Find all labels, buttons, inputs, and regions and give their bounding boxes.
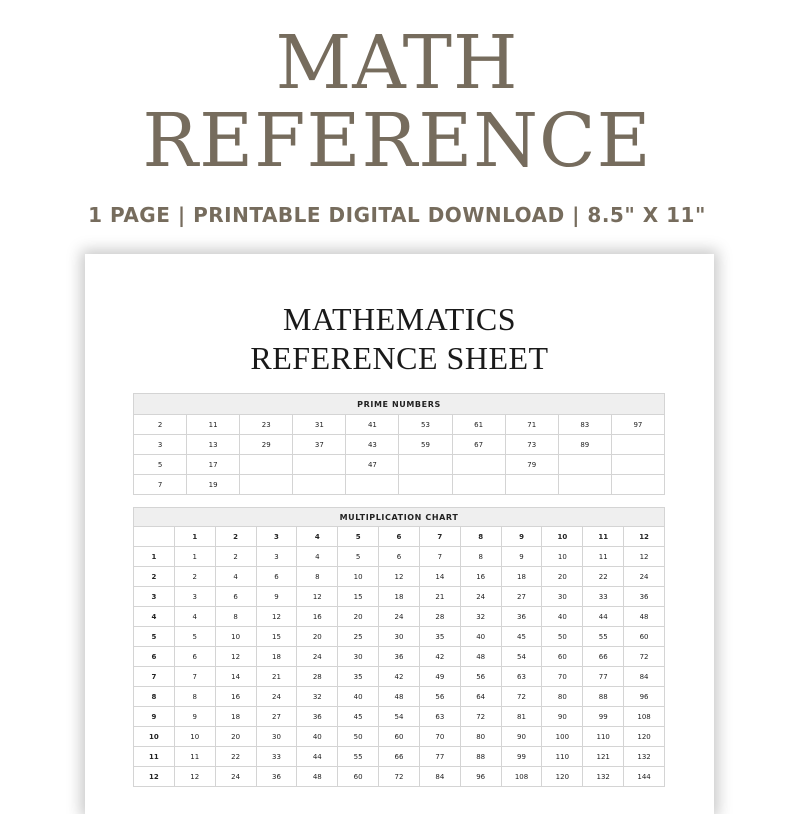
multiplication-cell: 132 xyxy=(583,767,624,787)
multiplication-cell: 14 xyxy=(215,667,256,687)
multiplication-cell: 60 xyxy=(624,627,665,647)
multiplication-cell: 30 xyxy=(379,627,420,647)
multiplication-cell: 40 xyxy=(338,687,379,707)
multiplication-cell: 22 xyxy=(215,747,256,767)
multiplication-cell: 16 xyxy=(215,687,256,707)
prime-cell xyxy=(505,475,558,495)
prime-cell xyxy=(293,455,346,475)
multiplication-cell: 20 xyxy=(215,727,256,747)
multiplication-cell: 66 xyxy=(583,647,624,667)
multiplication-cell: 72 xyxy=(379,767,420,787)
multiplication-cell: 88 xyxy=(583,687,624,707)
multiplication-chart-body xyxy=(134,547,665,787)
multiplication-cell: 24 xyxy=(297,647,338,667)
multiplication-cell: 81 xyxy=(501,707,542,727)
prime-cell xyxy=(399,475,452,495)
multiplication-cell: 45 xyxy=(338,707,379,727)
multiplication-cell: 60 xyxy=(379,727,420,747)
multiplication-row-header: 7 xyxy=(134,667,175,687)
multiplication-cell: 18 xyxy=(501,567,542,587)
multiplication-cell: 12 xyxy=(624,547,665,567)
multiplication-cell: 54 xyxy=(379,707,420,727)
multiplication-row xyxy=(134,727,665,747)
multiplication-cell: 10 xyxy=(542,547,583,567)
prime-cell: 53 xyxy=(399,415,452,435)
multiplication-cell: 18 xyxy=(379,587,420,607)
multiplication-cell: 30 xyxy=(338,647,379,667)
prime-cell: 13 xyxy=(187,435,240,455)
multiplication-row xyxy=(134,607,665,627)
multiplication-column-header: 9 xyxy=(501,527,542,547)
multiplication-cell: 12 xyxy=(256,607,297,627)
prime-numbers-header: PRIME NUMBERS xyxy=(134,394,665,415)
multiplication-cell: 24 xyxy=(215,767,256,787)
multiplication-row xyxy=(134,567,665,587)
multiplication-row-header: 9 xyxy=(134,707,175,727)
prime-numbers-body xyxy=(134,415,665,495)
multiplication-cell: 4 xyxy=(215,567,256,587)
multiplication-cell: 3 xyxy=(174,587,215,607)
multiplication-cell: 30 xyxy=(256,727,297,747)
multiplication-cell: 12 xyxy=(215,647,256,667)
hero-title-line1: MATH xyxy=(275,20,519,106)
prime-cell: 2 xyxy=(134,415,187,435)
multiplication-cell: 24 xyxy=(624,567,665,587)
multiplication-cell: 5 xyxy=(338,547,379,567)
prime-cell: 5 xyxy=(134,455,187,475)
multiplication-row xyxy=(134,627,665,647)
multiplication-cell: 42 xyxy=(419,647,460,667)
multiplication-cell: 6 xyxy=(174,647,215,667)
multiplication-cell: 80 xyxy=(460,727,501,747)
multiplication-cell: 4 xyxy=(174,607,215,627)
multiplication-cell: 11 xyxy=(174,747,215,767)
multiplication-cell: 24 xyxy=(460,587,501,607)
prime-cell: 31 xyxy=(293,415,346,435)
multiplication-cell: 50 xyxy=(338,727,379,747)
prime-cell xyxy=(399,455,452,475)
multiplication-cell: 72 xyxy=(501,687,542,707)
multiplication-cell: 96 xyxy=(460,767,501,787)
multiplication-chart-table xyxy=(133,507,665,787)
multiplication-cell: 48 xyxy=(379,687,420,707)
multiplication-cell: 10 xyxy=(174,727,215,747)
multiplication-cell: 120 xyxy=(624,727,665,747)
multiplication-cell: 2 xyxy=(174,567,215,587)
multiplication-cell: 132 xyxy=(624,747,665,767)
multiplication-cell: 36 xyxy=(624,587,665,607)
multiplication-row xyxy=(134,707,665,727)
prime-cell: 47 xyxy=(346,455,399,475)
multiplication-cell: 24 xyxy=(256,687,297,707)
prime-cell: 97 xyxy=(611,415,664,435)
multiplication-row-header: 12 xyxy=(134,767,175,787)
multiplication-cell: 108 xyxy=(624,707,665,727)
multiplication-cell: 1 xyxy=(174,547,215,567)
prime-cell xyxy=(611,455,664,475)
prime-row xyxy=(134,475,665,495)
prime-cell xyxy=(240,455,293,475)
multiplication-cell: 77 xyxy=(419,747,460,767)
prime-cell xyxy=(611,475,664,495)
multiplication-cell: 121 xyxy=(583,747,624,767)
multiplication-column-header: 6 xyxy=(379,527,420,547)
multiplication-cell: 33 xyxy=(583,587,624,607)
multiplication-column-header-row xyxy=(134,527,665,547)
multiplication-cell: 3 xyxy=(256,547,297,567)
multiplication-cell: 36 xyxy=(297,707,338,727)
multiplication-cell: 36 xyxy=(501,607,542,627)
multiplication-row xyxy=(134,747,665,767)
prime-cell xyxy=(558,455,611,475)
multiplication-cell: 21 xyxy=(256,667,297,687)
multiplication-cell: 9 xyxy=(174,707,215,727)
multiplication-row-header: 1 xyxy=(134,547,175,567)
prime-cell: 3 xyxy=(134,435,187,455)
multiplication-cell: 110 xyxy=(583,727,624,747)
multiplication-row-header: 3 xyxy=(134,587,175,607)
prime-row xyxy=(134,455,665,475)
multiplication-cell: 40 xyxy=(542,607,583,627)
multiplication-cell: 72 xyxy=(460,707,501,727)
multiplication-cell: 16 xyxy=(460,567,501,587)
multiplication-row xyxy=(134,667,665,687)
prime-cell: 7 xyxy=(134,475,187,495)
multiplication-cell: 5 xyxy=(174,627,215,647)
multiplication-cell: 15 xyxy=(338,587,379,607)
prime-cell: 79 xyxy=(505,455,558,475)
multiplication-cell: 10 xyxy=(338,567,379,587)
multiplication-cell: 66 xyxy=(379,747,420,767)
multiplication-chart-header: MULTIPLICATION CHART xyxy=(134,508,665,527)
prime-cell: 29 xyxy=(240,435,293,455)
prime-cell xyxy=(293,475,346,495)
multiplication-cell: 11 xyxy=(583,547,624,567)
multiplication-cell: 9 xyxy=(501,547,542,567)
multiplication-cell: 120 xyxy=(542,767,583,787)
multiplication-column-header: 12 xyxy=(624,527,665,547)
multiplication-cell: 56 xyxy=(460,667,501,687)
multiplication-cell: 64 xyxy=(460,687,501,707)
multiplication-cell: 25 xyxy=(338,627,379,647)
multiplication-row xyxy=(134,547,665,567)
multiplication-cell: 60 xyxy=(338,767,379,787)
multiplication-column-header: 5 xyxy=(338,527,379,547)
multiplication-row-header: 2 xyxy=(134,567,175,587)
prime-cell: 43 xyxy=(346,435,399,455)
prime-cell: 67 xyxy=(452,435,505,455)
multiplication-row xyxy=(134,767,665,787)
multiplication-column-header: 10 xyxy=(542,527,583,547)
multiplication-row-header: 5 xyxy=(134,627,175,647)
multiplication-cell: 70 xyxy=(419,727,460,747)
multiplication-cell: 35 xyxy=(419,627,460,647)
multiplication-column-header xyxy=(134,527,175,547)
multiplication-cell: 20 xyxy=(297,627,338,647)
multiplication-cell: 12 xyxy=(297,587,338,607)
prime-cell: 19 xyxy=(187,475,240,495)
reference-sheet-preview xyxy=(85,254,714,814)
prime-cell xyxy=(452,475,505,495)
multiplication-cell: 35 xyxy=(338,667,379,687)
multiplication-cell: 56 xyxy=(419,687,460,707)
multiplication-cell: 27 xyxy=(256,707,297,727)
multiplication-cell: 44 xyxy=(297,747,338,767)
multiplication-cell: 48 xyxy=(297,767,338,787)
prime-cell xyxy=(452,455,505,475)
multiplication-cell: 8 xyxy=(215,607,256,627)
multiplication-cell: 40 xyxy=(297,727,338,747)
multiplication-column-header: 2 xyxy=(215,527,256,547)
multiplication-cell: 36 xyxy=(379,647,420,667)
multiplication-cell: 63 xyxy=(419,707,460,727)
multiplication-cell: 22 xyxy=(583,567,624,587)
prime-cell xyxy=(240,475,293,495)
multiplication-cell: 49 xyxy=(419,667,460,687)
multiplication-cell: 110 xyxy=(542,747,583,767)
multiplication-cell: 18 xyxy=(215,707,256,727)
multiplication-cell: 7 xyxy=(174,667,215,687)
multiplication-cell: 84 xyxy=(624,667,665,687)
multiplication-cell: 6 xyxy=(379,547,420,567)
multiplication-cell: 36 xyxy=(256,767,297,787)
multiplication-column-header: 7 xyxy=(419,527,460,547)
multiplication-cell: 44 xyxy=(583,607,624,627)
multiplication-cell: 28 xyxy=(419,607,460,627)
multiplication-column-header: 8 xyxy=(460,527,501,547)
multiplication-cell: 99 xyxy=(583,707,624,727)
multiplication-cell: 18 xyxy=(256,647,297,667)
multiplication-cell: 15 xyxy=(256,627,297,647)
multiplication-row xyxy=(134,687,665,707)
multiplication-cell: 88 xyxy=(460,747,501,767)
multiplication-cell: 14 xyxy=(419,567,460,587)
hero-subtitle: 1 PAGE | PRINTABLE DIGITAL DOWNLOAD | 8.5" X 11" xyxy=(88,203,706,227)
multiplication-cell: 8 xyxy=(174,687,215,707)
multiplication-cell: 54 xyxy=(501,647,542,667)
multiplication-cell: 16 xyxy=(297,607,338,627)
multiplication-row-header: 10 xyxy=(134,727,175,747)
prime-cell: 73 xyxy=(505,435,558,455)
prime-row xyxy=(134,435,665,455)
multiplication-column-header: 11 xyxy=(583,527,624,547)
multiplication-cell: 80 xyxy=(542,687,583,707)
multiplication-cell: 90 xyxy=(542,707,583,727)
multiplication-cell: 7 xyxy=(419,547,460,567)
multiplication-row-header: 11 xyxy=(134,747,175,767)
prime-numbers-table xyxy=(133,393,665,495)
multiplication-cell: 32 xyxy=(460,607,501,627)
multiplication-cell: 9 xyxy=(256,587,297,607)
multiplication-cell: 99 xyxy=(501,747,542,767)
prime-cell: 11 xyxy=(187,415,240,435)
hero-title-line2: REFERENCE xyxy=(142,98,652,184)
multiplication-cell: 77 xyxy=(583,667,624,687)
multiplication-cell: 55 xyxy=(338,747,379,767)
prime-cell: 61 xyxy=(452,415,505,435)
sheet-title-line1: MATHEMATICS xyxy=(282,301,517,337)
multiplication-cell: 32 xyxy=(297,687,338,707)
prime-cell xyxy=(558,475,611,495)
multiplication-cell: 12 xyxy=(379,567,420,587)
multiplication-cell: 144 xyxy=(624,767,665,787)
multiplication-cell: 6 xyxy=(215,587,256,607)
multiplication-cell: 6 xyxy=(256,567,297,587)
multiplication-cell: 70 xyxy=(542,667,583,687)
multiplication-cell: 24 xyxy=(379,607,420,627)
multiplication-cell: 8 xyxy=(297,567,338,587)
multiplication-cell: 8 xyxy=(460,547,501,567)
prime-cell: 59 xyxy=(399,435,452,455)
multiplication-cell: 28 xyxy=(297,667,338,687)
multiplication-cell: 108 xyxy=(501,767,542,787)
prime-cell xyxy=(611,435,664,455)
multiplication-cell: 100 xyxy=(542,727,583,747)
multiplication-row xyxy=(134,587,665,607)
multiplication-cell: 33 xyxy=(256,747,297,767)
multiplication-cell: 60 xyxy=(542,647,583,667)
multiplication-row-header: 4 xyxy=(134,607,175,627)
multiplication-cell: 20 xyxy=(338,607,379,627)
multiplication-cell: 40 xyxy=(460,627,501,647)
multiplication-column-header: 3 xyxy=(256,527,297,547)
prime-cell: 37 xyxy=(293,435,346,455)
multiplication-cell: 42 xyxy=(379,667,420,687)
multiplication-cell: 48 xyxy=(460,647,501,667)
multiplication-cell: 48 xyxy=(624,607,665,627)
prime-cell: 23 xyxy=(240,415,293,435)
multiplication-cell: 4 xyxy=(297,547,338,567)
multiplication-cell: 20 xyxy=(542,567,583,587)
multiplication-cell: 2 xyxy=(215,547,256,567)
multiplication-cell: 72 xyxy=(624,647,665,667)
multiplication-column-header: 4 xyxy=(297,527,338,547)
multiplication-cell: 55 xyxy=(583,627,624,647)
prime-cell: 83 xyxy=(558,415,611,435)
prime-row xyxy=(134,415,665,435)
multiplication-cell: 50 xyxy=(542,627,583,647)
multiplication-cell: 30 xyxy=(542,587,583,607)
multiplication-cell: 96 xyxy=(624,687,665,707)
multiplication-cell: 84 xyxy=(419,767,460,787)
multiplication-cell: 27 xyxy=(501,587,542,607)
multiplication-row xyxy=(134,647,665,667)
sheet-title-line2: REFERENCE SHEET xyxy=(250,340,549,376)
prime-cell: 71 xyxy=(505,415,558,435)
prime-cell xyxy=(346,475,399,495)
multiplication-cell: 21 xyxy=(419,587,460,607)
prime-cell: 17 xyxy=(187,455,240,475)
multiplication-cell: 90 xyxy=(501,727,542,747)
multiplication-row-header: 8 xyxy=(134,687,175,707)
multiplication-cell: 63 xyxy=(501,667,542,687)
prime-cell: 89 xyxy=(558,435,611,455)
multiplication-cell: 10 xyxy=(215,627,256,647)
multiplication-cell: 12 xyxy=(174,767,215,787)
multiplication-cell: 45 xyxy=(501,627,542,647)
multiplication-column-header: 1 xyxy=(174,527,215,547)
prime-cell: 41 xyxy=(346,415,399,435)
multiplication-row-header: 6 xyxy=(134,647,175,667)
